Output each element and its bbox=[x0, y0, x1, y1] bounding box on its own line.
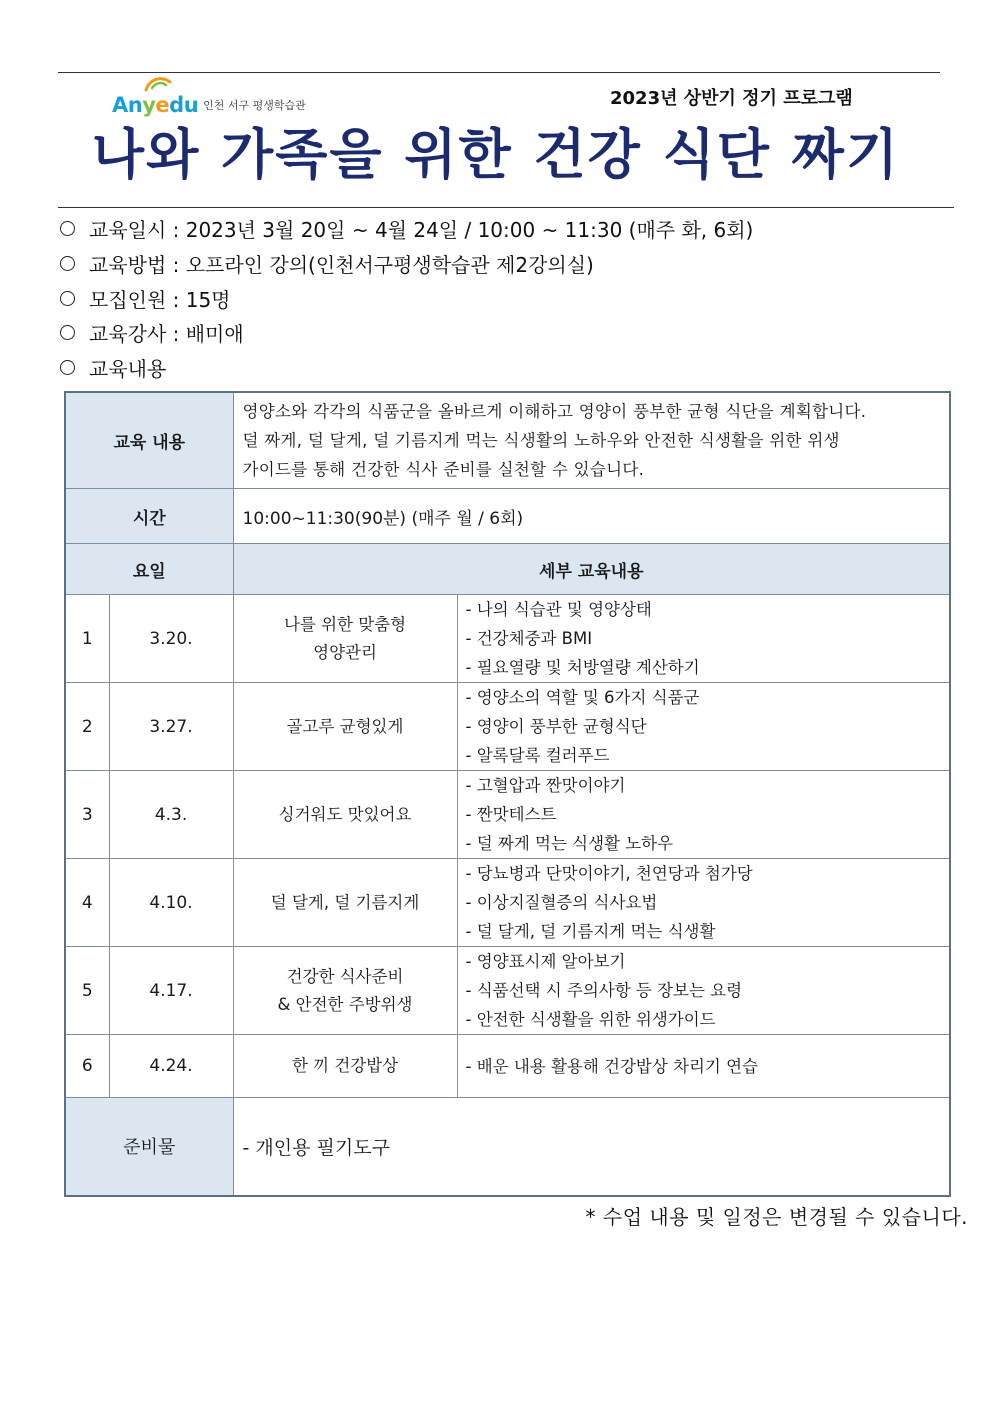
intro-label: 교육 내용 bbox=[65, 392, 233, 489]
intro-line: 영양소와 각각의 식품군을 올바르게 이해하고 영양이 풍부한 균형 식단을 계획합니다. bbox=[242, 402, 867, 421]
session-details bbox=[457, 595, 950, 683]
detail-item: - 건강체중과 BMI bbox=[465, 629, 593, 648]
session-details bbox=[457, 1035, 950, 1098]
table-row-intro bbox=[65, 392, 950, 489]
topic-line: 덜 달게, 덜 기름지게 bbox=[270, 892, 420, 912]
footnote: * 수업 내용 및 일정은 변경될 수 있습니다. bbox=[585, 1205, 968, 1229]
table-row bbox=[65, 683, 950, 771]
topic-line: 나를 위한 맞춤형 bbox=[283, 614, 407, 634]
intro-line: 가이드를 통해 건강한 식사 준비를 실천할 수 있습니다. bbox=[242, 460, 645, 479]
session-date: 3.27. bbox=[109, 683, 233, 771]
detail-item: - 짠맛테스트 bbox=[465, 805, 557, 824]
info-capacity bbox=[60, 284, 231, 313]
session-topic bbox=[233, 595, 457, 683]
detail-item: - 영양이 풍부한 균형식단 bbox=[465, 717, 647, 736]
detail-item: - 알록달록 컬러푸드 bbox=[465, 746, 610, 765]
detail-item: - 식품선택 시 주의사항 등 장보는 요령 bbox=[465, 981, 743, 1000]
detail-item: - 필요열량 및 처방열량 계산하기 bbox=[465, 658, 700, 677]
table-row bbox=[65, 595, 950, 683]
title-rule bbox=[58, 207, 954, 208]
info-text: 교육일시 : 2023년 3월 20일 ~ 4월 24일 / 10:00 ~ 11:30 (매주 화, 6회) bbox=[89, 218, 754, 242]
topic-line: 한 끼 건강밥상 bbox=[291, 1056, 399, 1075]
info-method bbox=[60, 249, 594, 278]
logo-org-name: 인천 서구 평생학습관 bbox=[203, 99, 306, 112]
time-value: 10:00~11:30(90분) (매주 월 / 6회) bbox=[233, 489, 950, 544]
logo-swoosh-icon bbox=[142, 76, 172, 92]
session-date: 4.3. bbox=[109, 771, 233, 859]
topic-line: 싱거워도 맛있어요 bbox=[278, 804, 412, 824]
circle-bullet-icon bbox=[60, 291, 75, 306]
topic-line: 건강한 식사준비 bbox=[286, 966, 404, 986]
detail-item: - 안전한 식생활을 위한 위생가이드 bbox=[465, 1010, 716, 1029]
session-topic bbox=[233, 771, 457, 859]
page-title: 나와 가족을 위한 건강 식단 짜기 bbox=[91, 123, 901, 186]
session-number: 2 bbox=[65, 683, 109, 771]
info-text: 모집인원 : 15명 bbox=[89, 288, 231, 312]
info-schedule bbox=[60, 214, 753, 243]
table-row bbox=[65, 771, 950, 859]
time-label: 시간 bbox=[65, 489, 233, 544]
table-header-row bbox=[65, 544, 950, 595]
detail-header: 세부 교육내용 bbox=[233, 544, 950, 595]
session-number: 6 bbox=[65, 1035, 109, 1098]
info-text: 교육방법 : 오프라인 강의(인천서구평생학습관 제2강의실) bbox=[89, 253, 594, 277]
session-date: 4.17. bbox=[109, 947, 233, 1035]
session-number: 3 bbox=[65, 771, 109, 859]
session-number: 4 bbox=[65, 859, 109, 947]
info-text: 교육내용 bbox=[89, 357, 167, 381]
logo-wordmark: Anyedu bbox=[112, 93, 199, 117]
circle-bullet-icon bbox=[60, 221, 75, 236]
table-row bbox=[65, 1035, 950, 1098]
session-details bbox=[457, 947, 950, 1035]
session-details bbox=[457, 771, 950, 859]
detail-item: - 덜 짜게 먹는 식생활 노하우 bbox=[465, 834, 674, 853]
circle-bullet-icon bbox=[60, 325, 75, 340]
session-topic bbox=[233, 683, 457, 771]
circle-bullet-icon bbox=[60, 256, 75, 271]
detail-item: - 배운 내용 활용해 건강밥상 차리기 연습 bbox=[465, 1056, 758, 1076]
curriculum-table bbox=[64, 391, 951, 1197]
session-topic bbox=[233, 947, 457, 1035]
table-row bbox=[65, 947, 950, 1035]
detail-item: - 고혈압과 짠맛이야기 bbox=[465, 776, 626, 795]
day-header: 요일 bbox=[65, 544, 233, 595]
topic-line: 골고루 균형있게 bbox=[286, 716, 404, 736]
prep-value: - 개인용 필기도구 bbox=[233, 1098, 950, 1196]
circle-bullet-icon bbox=[60, 360, 75, 375]
session-number: 5 bbox=[65, 947, 109, 1035]
detail-item: - 영양표시제 알아보기 bbox=[465, 952, 626, 971]
info-text: 교육강사 : 배미애 bbox=[89, 322, 244, 346]
info-instructor bbox=[60, 318, 244, 347]
session-date: 4.10. bbox=[109, 859, 233, 947]
session-number: 1 bbox=[65, 595, 109, 683]
detail-item: - 영양소의 역할 및 6가지 식품군 bbox=[465, 688, 700, 707]
table-row bbox=[65, 859, 950, 947]
session-details bbox=[457, 859, 950, 947]
detail-item: - 당뇨병과 단맛이야기, 천연당과 첨가당 bbox=[465, 864, 753, 883]
detail-item: - 덜 달게, 덜 기름지게 먹는 식생활 bbox=[465, 922, 716, 941]
topic-line: 영양관리 bbox=[313, 642, 377, 662]
topic-line: & 안전한 주방위생 bbox=[277, 994, 413, 1014]
prep-label: 준비물 bbox=[65, 1098, 233, 1196]
session-date: 3.20. bbox=[109, 595, 233, 683]
info-content bbox=[60, 353, 166, 382]
detail-item: - 이상지질혈증의 식사요법 bbox=[465, 893, 658, 912]
intro-line: 덜 짜게, 덜 달게, 덜 기름지게 먹는 식생활의 노하우와 안전한 식생활을 위한 위생 bbox=[242, 431, 840, 450]
table-row-prep bbox=[65, 1098, 950, 1196]
top-rule bbox=[58, 72, 940, 73]
session-date: 4.24. bbox=[109, 1035, 233, 1098]
session-topic bbox=[233, 859, 457, 947]
program-label: 2023년 상반기 정기 프로그램 bbox=[610, 88, 853, 109]
detail-item: - 나의 식습관 및 영양상태 bbox=[465, 600, 652, 619]
session-details bbox=[457, 683, 950, 771]
session-topic bbox=[233, 1035, 457, 1098]
logo bbox=[112, 76, 306, 116]
intro-text bbox=[233, 392, 950, 489]
table-row-time bbox=[65, 489, 950, 544]
